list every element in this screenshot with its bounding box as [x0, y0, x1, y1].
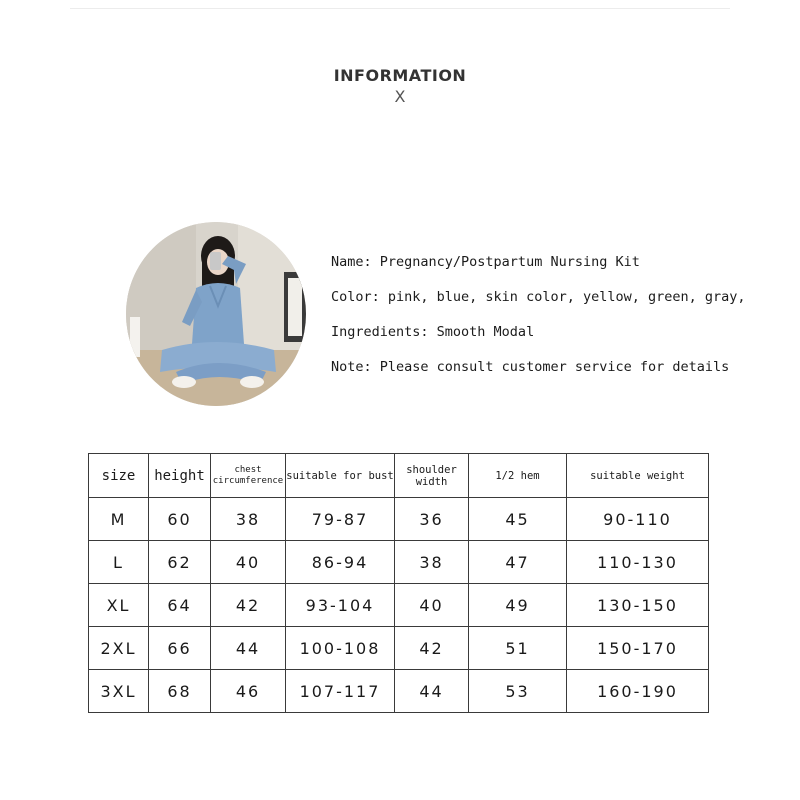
cell-shoulder: 36	[395, 498, 469, 541]
model-photo-illustration	[126, 222, 306, 406]
header-chest-line2: circumference	[212, 475, 284, 486]
header-bust: suitable for bust	[286, 454, 395, 498]
cell-size: 3XL	[89, 670, 149, 713]
cell-chest: 40	[211, 541, 286, 584]
cell-size: M	[89, 498, 149, 541]
cell-bust: 107-117	[286, 670, 395, 713]
cell-weight: 130-150	[567, 584, 709, 627]
page-title: INFORMATION	[333, 66, 467, 85]
table-row	[89, 584, 709, 627]
cell-weight: 150-170	[567, 627, 709, 670]
header-chest	[211, 454, 286, 498]
cell-height: 62	[149, 541, 211, 584]
cell-chest: 42	[211, 584, 286, 627]
table-row	[89, 541, 709, 584]
size-chart-table	[88, 453, 709, 713]
cell-height: 64	[149, 584, 211, 627]
product-note: Note: Please consult customer service for details	[331, 359, 730, 375]
header-size: size	[89, 454, 149, 498]
table-row	[89, 498, 709, 541]
header-shoulder: shoulder width	[395, 454, 469, 498]
cell-hem: 49	[469, 584, 567, 627]
top-divider	[70, 8, 730, 9]
cell-bust: 86-94	[286, 541, 395, 584]
cell-size: L	[89, 541, 149, 584]
cell-weight: 90-110	[567, 498, 709, 541]
table-header-row	[89, 454, 709, 498]
cell-shoulder: 44	[395, 670, 469, 713]
product-info	[331, 249, 771, 389]
cell-hem: 47	[469, 541, 567, 584]
product-colors: Color: pink, blue, skin color, yellow, green, gray,	[331, 289, 746, 305]
cell-hem: 45	[469, 498, 567, 541]
product-photo	[126, 222, 306, 406]
product-name: Name: Pregnancy/Postpartum Nursing Kit	[331, 254, 640, 270]
cell-bust: 79-87	[286, 498, 395, 541]
cell-height: 60	[149, 498, 211, 541]
table-row	[89, 627, 709, 670]
header-x-mark: X	[394, 87, 406, 106]
cell-size: XL	[89, 584, 149, 627]
cell-height: 68	[149, 670, 211, 713]
cell-chest: 44	[211, 627, 286, 670]
page-header	[0, 66, 800, 105]
cell-shoulder: 40	[395, 584, 469, 627]
header-hem: 1/2 hem	[469, 454, 567, 498]
cell-hem: 53	[469, 670, 567, 713]
header-height: height	[149, 454, 211, 498]
product-ingredients: Ingredients: Smooth Modal	[331, 324, 535, 340]
cell-chest: 38	[211, 498, 286, 541]
cell-shoulder: 42	[395, 627, 469, 670]
cell-bust: 93-104	[286, 584, 395, 627]
cell-chest: 46	[211, 670, 286, 713]
cell-shoulder: 38	[395, 541, 469, 584]
cell-height: 66	[149, 627, 211, 670]
header-chest-line1: chest	[234, 464, 262, 475]
cell-weight: 110-130	[567, 541, 709, 584]
cell-hem: 51	[469, 627, 567, 670]
header-weight: suitable weight	[567, 454, 709, 498]
table-row	[89, 670, 709, 713]
cell-size: 2XL	[89, 627, 149, 670]
cell-bust: 100-108	[286, 627, 395, 670]
cell-weight: 160-190	[567, 670, 709, 713]
